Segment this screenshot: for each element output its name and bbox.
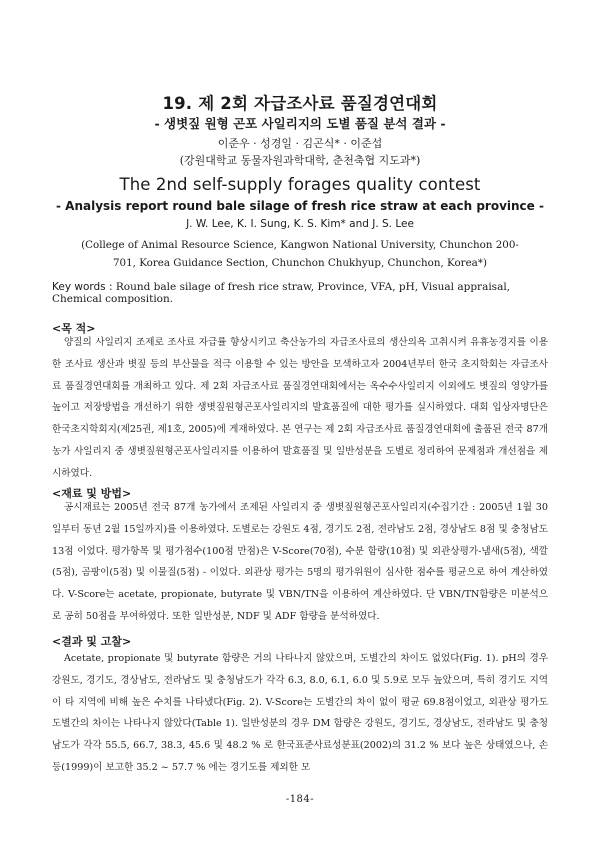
english-authors: J. W. Lee, K. I. Sung, K. S. Kim* and J. S. Lee	[186, 218, 414, 230]
korean-title: 19. 제 2회 자급조사료 품질경연대회	[162, 94, 438, 113]
keywords-text: Round bale silage of fresh rice straw, Province, VFA, pH, Visual appraisal, Chemical composition.	[52, 281, 511, 305]
keywords-line	[52, 281, 552, 305]
page-number: -184-	[285, 794, 315, 805]
purpose-heading: <목 적>	[52, 322, 96, 335]
results-body: Acetate, propionate 및 butyrate 함량은 거의 나타나지 않았으며, 도별간의 차이도 없었다(Fig. 1). pH의 경우 강원도, 경기도, 경상남도, 전라남도 및 충청남도가 각각 6.3, 8.0, 6.1, 6.0 및 5.9로 모두 높았으며, 특히 경기도 지역이 타 지역에 비해 높은 수치를 나타냈다(Fig. 2). V-Score는 도별간의 차이 없이 평균 69.8점이었고, 외관상 평가도 도별간의 차이는 나타나지 않았다(Table 1). 일반성분의 경우 DM 함량은 강원도, 경기도, 경상남도, 전라남도 및 충청남도가 각각 55.5, 66.7, 38.3, 45.6 및 48.2 % 로 한국표준사료성분표(2002)의 31.2 % 보다 높은 상태였으나, 손 등(1999)이 보고한 35.2 ~ 57.7 % 에는 경기도를 제외한 모	[52, 653, 548, 773]
english-subtitle: - Analysis report round bale silage of fresh rice straw at each province -	[56, 199, 544, 213]
english-title: The 2nd self-supply forages quality contest	[119, 175, 481, 194]
english-affiliation: (College of Animal Resource Science, Kangwon National University, Chunchon 200-701, Korea Guidance Section, Chunchon Chukhyup, Chunchon, Korea*)	[81, 239, 519, 269]
methods-body: 공시재료는 2005년 전국 87개 농가에서 조제된 사일리지 중 생볏짚원형곤포사일리지(수집기간 : 2005년 1월 30일부터 동년 2월 15일까지)를 이용하였다. 도별로는 강원도 4점, 경기도 2점, 전라남도 2점, 경상남도 8점 및 충청남도 13점 이었다. 평가항목 및 평가점수(100점 만점)은 V-Score(70점), 수분 함량(10점) 및 외관상평가-냄새(5점), 색깔(5점), 곰팡이(5점) 및 이물질(5점) - 이었다. 외관상 평가는 5명의 평가위원이 심사한 점수를 평균으로 하여 계산하였다. V-Score는 acetate, propionate, butyrate 및 VBN/TN을 이용하여 계산하였다. 단 VBN/TN함량은 미분석으로 공히 50점을 부여하였다. 또한 일반성분, NDF 및 ADF 함량을 분석하였다.	[52, 502, 548, 622]
methods-heading: <재료 및 방법>	[52, 487, 132, 500]
korean-subtitle: - 생볏짚 원형 곤포 사일리지의 도별 품질 분석 결과 -	[154, 116, 446, 131]
purpose-body: 양질의 사일리지 조제로 조사료 자급률 향상시키고 축산농가의 자급조사료의 생산의욕 고취시켜 유휴농경지를 이용한 조사료 생산과 볏짚 등의 부산물을 적극 이용할 수 있는 방안을 모색하고자 2004년부터 한국 초지학회는 자급조사료 품질경연대회를 개최하고 있다. 제 2회 자급조사료 품질경연대회에서는 옥수수사일리지 이외에도 볏짚의 영양가를 높이고 저장방법을 개선하기 위한 생볏짚원형곤포사일리지의 발효품질에 대한 평가를 실시하였다. 대회 입상자명단은 한국초지학회지(제25권, 제1호, 2005)에 게재하였다. 본 연구는 제 2회 자급조사료 품질경연대회에 출품된 전국 87개 농가 사일리지 중 생볏짚원형곤포사일리지를 이용하여 발효품질 및 일반성분을 도별로 정리하여 문제점과 개선점을 제시하였다.	[52, 337, 548, 479]
results-heading: <결과 및 고찰>	[52, 635, 132, 648]
keywords-label: Key words :	[52, 281, 113, 293]
korean-authors: 이준우 · 성경일 · 김곤식* · 이준섭	[217, 137, 383, 150]
korean-affiliation: (강원대학교 동물자원과학대학, 춘천축협 지도과*)	[179, 154, 421, 167]
